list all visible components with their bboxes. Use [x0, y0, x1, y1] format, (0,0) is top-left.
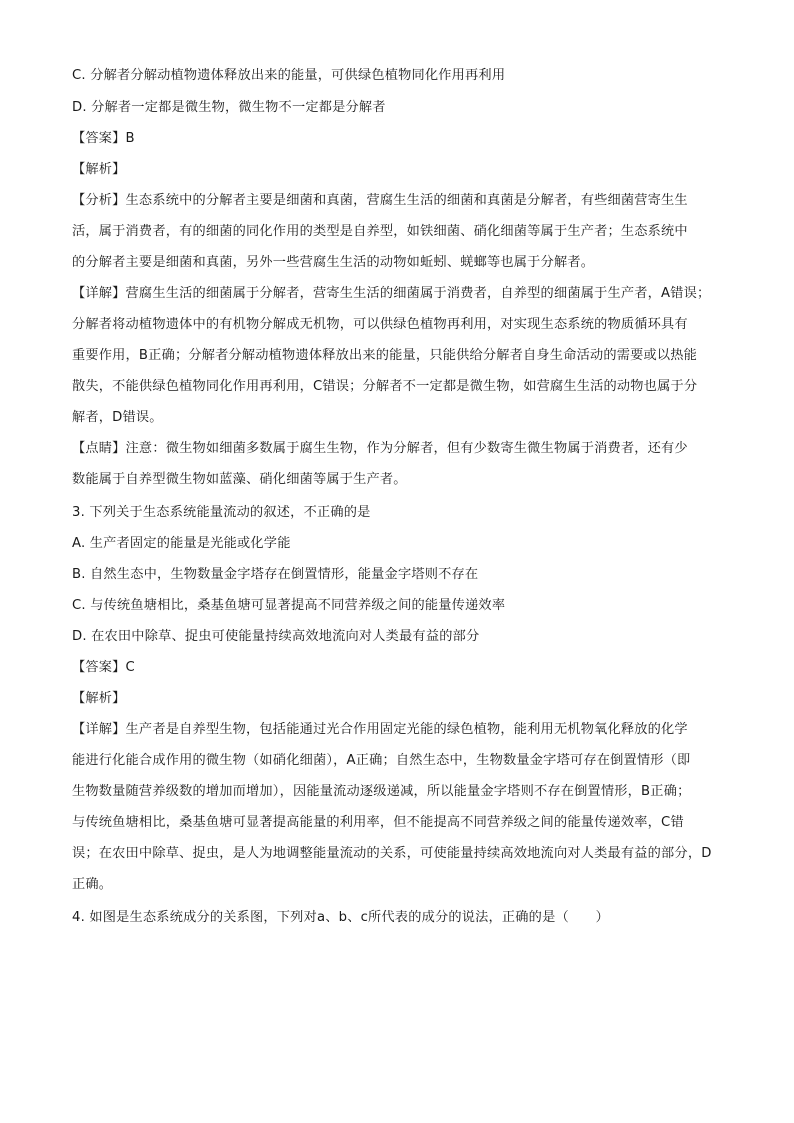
analysis-heading: 【解析】: [72, 691, 126, 706]
analysis-heading: 【解析】: [72, 162, 126, 177]
question-3-option-d: D. 在农田中除草、捉虫可使能量持续高效地流向对人类最有益的部分: [72, 629, 480, 644]
option-c-text: C. 分解者分解动植物遗体释放出来的能量，可供绿色植物同化作用再利用: [72, 68, 506, 83]
option-d-text: D. 分解者一定都是微生物，微生物不一定都是分解者: [72, 100, 386, 115]
question-3-stem: 3. 下列关于生态系统能量流动的叙述，不正确的是: [72, 505, 371, 520]
analysis-paragraph-line: 【分析】生态系统中的分解者主要是细菌和真菌，营腐生生活的细菌和真菌是分解者，有些细菌营寄生生: [72, 193, 688, 208]
explanation-paragraph-line: 解者，D错误。: [72, 410, 163, 425]
analysis-paragraph-line: 活，属于消费者，有的细菌的同化作用的类型是自养型，如铁细菌、硝化细菌等属于生产者；生态系统中: [72, 224, 688, 239]
explanation-paragraph-line: 【详解】营腐生生活的细菌属于分解者，营寄生生活的细菌属于消费者，自养型的细菌属于生产者，A错误；: [72, 286, 711, 301]
explanation-paragraph-line: 生物数量随营养级数的增加而增加），因能量流动逐级递减，所以能量金字塔则不存在倒置情形，B正确；: [72, 784, 691, 799]
answer-label: 【答案】B: [72, 131, 135, 146]
note-paragraph-line: 【点睛】注意：微生物如细菌多数属于腐生生物，作为分解者，但有少数寄生微生物属于消费者，还有少: [72, 441, 688, 456]
question-3-option-b: B. 自然生态中，生物数量金字塔存在倒置情形，能量金字塔则不存在: [72, 567, 479, 582]
question-3-option-c: C. 与传统鱼塘相比，桑基鱼塘可显著提高不同营养级之间的能量传递效率: [72, 598, 506, 613]
explanation-paragraph-line: 与传统鱼塘相比，桑基鱼塘可显著提高能量的利用率，但不能提高不同营养级之间的能量传递效率，C错: [72, 815, 684, 830]
question-3-option-a: A. 生产者固定的能量是光能或化学能: [72, 536, 291, 551]
note-paragraph-line: 数能属于自养型微生物如蓝藻、硝化细菌等属于生产者。: [72, 472, 407, 487]
explanation-paragraph-line: 误；在农田中除草、捉虫，是人为地调整能量流动的关系，可使能量持续高效地流向对人类最有益的部分，D: [72, 846, 712, 861]
explanation-paragraph-line: 重要作用，B正确；分解者分解动植物遗体释放出来的能量，只能供给分解者自身生命活动的需要或以热能: [72, 348, 698, 363]
explanation-paragraph-line: 散失，不能供绿色植物同化作用再利用，C错误；分解者不一定都是微生物，如营腐生生活的动物也属于分: [72, 379, 698, 394]
explanation-paragraph-line: 能进行化能合成作用的微生物（如硝化细菌），A正确；自然生态中，生物数量金字塔可存在倒置情形（即: [72, 753, 691, 768]
explanation-paragraph-line: 【详解】生产者是自养型生物，包括能通过光合作用固定光能的绿色植物，能利用无机物氧化释放的化学: [72, 722, 688, 737]
explanation-paragraph-line: 正确。: [72, 877, 113, 892]
question-4-stem: 4. 如图是生态系统成分的关系图，下列对a、b、c所代表的成分的说法，正确的是（ ）: [72, 910, 610, 925]
answer-label: 【答案】C: [72, 660, 135, 675]
analysis-paragraph-line: 的分解者主要是细菌和真菌，另外一些营腐生生活的动物如蚯蚓、蜣螂等也属于分解者。: [72, 255, 595, 270]
explanation-paragraph-line: 分解者将动植物遗体中的有机物分解成无机物，可以供绿色植物再利用，对实现生态系统的物质循环具有: [72, 317, 688, 332]
